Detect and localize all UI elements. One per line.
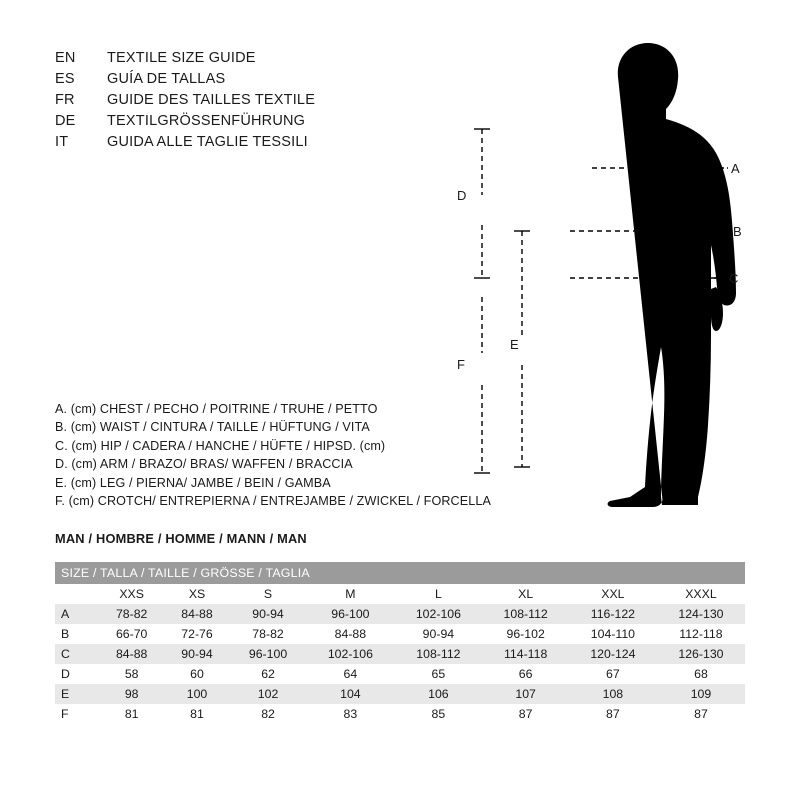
cell-d-xxl: 67 [569,664,657,684]
cell-a-xl: 108-112 [482,604,568,624]
label-c: C [729,271,739,286]
row-label-f: F [55,704,99,724]
title-block [55,50,475,155]
cell-d-s: 62 [230,664,307,684]
cell-e-xs: 100 [164,684,229,704]
column-header-xxxl: XXXL [657,584,745,604]
cell-f-xxl: 87 [569,704,657,724]
label-b: B [733,224,742,239]
cell-e-s: 102 [230,684,307,704]
cell-c-xl: 114-118 [482,644,568,664]
cell-e-xl: 107 [482,684,568,704]
dimension-d [474,129,490,278]
legend-item-d: D. (cm) ARM / BRAZO/ BRAS/ WAFFEN / BRACCIA [55,457,353,472]
column-header-xxl: XXL [569,584,657,604]
cell-b-xxl: 104-110 [569,624,657,644]
cell-a-xs: 84-88 [164,604,229,624]
cell-b-xxxl: 112-118 [657,624,745,644]
column-header-xl: XL [482,584,568,604]
cell-c-xs: 90-94 [164,644,229,664]
legend-item-a: A. (cm) CHEST / PECHO / POITRINE / TRUHE / PETTO [55,402,378,416]
gender-label: MAN / HOMBRE / HOMME / MANN / MAN [55,531,307,546]
cell-d-l: 65 [394,664,482,684]
cell-c-s: 96-100 [230,644,307,664]
table-row [55,684,745,704]
row-label-d: D [55,664,99,684]
title-text: GUIDA ALLE TAGLIE TESSILI [107,134,308,150]
title-language-code: IT [55,134,69,150]
cell-d-m: 64 [306,664,394,684]
title-language-code: ES [55,71,75,87]
cell-e-xxs: 98 [99,684,164,704]
table-row [55,624,745,644]
cell-f-l: 85 [394,704,482,724]
size-table-wrap [55,562,745,724]
cell-a-l: 102-106 [394,604,482,624]
cell-f-s: 82 [230,704,307,724]
male-silhouette [603,43,737,509]
cell-f-xs: 81 [164,704,229,724]
cell-b-xs: 72-76 [164,624,229,644]
cell-e-l: 106 [394,684,482,704]
column-header-xs: XS [164,584,229,604]
cell-b-xl: 96-102 [482,624,568,644]
cell-d-xxxl: 68 [657,664,745,684]
title-row [55,113,475,134]
cell-b-l: 90-94 [394,624,482,644]
legend-item-c: C. (cm) HIP / CADERA / HANCHE / HÜFTE / HIPSD. (cm) [55,438,386,453]
cell-c-m: 102-106 [306,644,394,664]
row-label-c: C [55,644,99,664]
row-label-b: B [55,624,99,644]
table-row [55,604,745,624]
label-a: A [731,161,740,176]
cell-f-xxxl: 87 [657,704,745,724]
cell-a-xxxl: 124-130 [657,604,745,624]
column-header-l: L [394,584,482,604]
cell-a-xxl: 116-122 [569,604,657,624]
row-label-e: E [55,684,99,704]
column-header-blank [55,584,99,604]
title-language-code: FR [55,92,75,108]
cell-b-s: 78-82 [230,624,307,644]
table-row [55,704,745,724]
body-diagram [430,35,770,515]
table-row [55,644,745,664]
label-d: D [457,188,467,203]
legend-item-b: B. (cm) WAIST / CINTURA / TAILLE / HÜFTUNG / VITA [55,420,370,435]
cell-c-xxl: 120-124 [569,644,657,664]
cell-b-xxs: 66-70 [99,624,164,644]
size-table [55,562,745,724]
cell-f-m: 83 [306,704,394,724]
table-row [55,664,745,684]
title-language-code: DE [55,113,76,129]
cell-d-xl: 66 [482,664,568,684]
column-header-m: M [306,584,394,604]
legend-item-e: E. (cm) LEG / PIERNA/ JAMBE / BEIN / GAMBA [55,475,331,490]
title-row [55,92,475,113]
column-header-xxs: XXS [99,584,164,604]
label-f: F [457,357,465,372]
cell-e-m: 104 [306,684,394,704]
title-text: TEXTILE SIZE GUIDE [107,50,256,66]
title-text: TEXTILGRÖSSENFÜHRUNG [107,113,306,129]
row-label-a: A [55,604,99,624]
title-row [55,71,475,92]
cell-c-xxs: 84-88 [99,644,164,664]
cell-d-xxs: 58 [99,664,164,684]
size-table-column-header-row [55,584,745,604]
cell-f-xl: 87 [482,704,568,724]
size-table-title: SIZE / TALLA / TAILLE / GRÖSSE / TAGLIA [55,562,745,584]
cell-a-s: 90-94 [230,604,307,624]
title-row [55,134,475,155]
size-table-title-row [55,562,745,584]
cell-c-xxxl: 126-130 [657,644,745,664]
column-header-s: S [230,584,307,604]
title-row [55,50,475,71]
title-text: GUIDE DES TAILLES TEXTILE [107,92,316,108]
cell-d-xs: 60 [164,664,229,684]
cell-b-m: 84-88 [306,624,394,644]
cell-e-xxl: 108 [569,684,657,704]
dimension-f [474,297,490,473]
cell-f-xxs: 81 [99,704,164,724]
cell-a-m: 96-100 [306,604,394,624]
cell-e-xxxl: 109 [657,684,745,704]
cell-c-l: 108-112 [394,644,482,664]
title-text: GUÍA DE TALLAS [107,71,226,87]
title-language-code: EN [55,50,76,66]
legend-item-f: F. (cm) CROTCH/ ENTREPIERNA / ENTREJAMBE / ZWICKEL / FORCELLA [55,494,491,509]
cell-a-xxs: 78-82 [99,604,164,624]
label-e: E [510,337,519,352]
